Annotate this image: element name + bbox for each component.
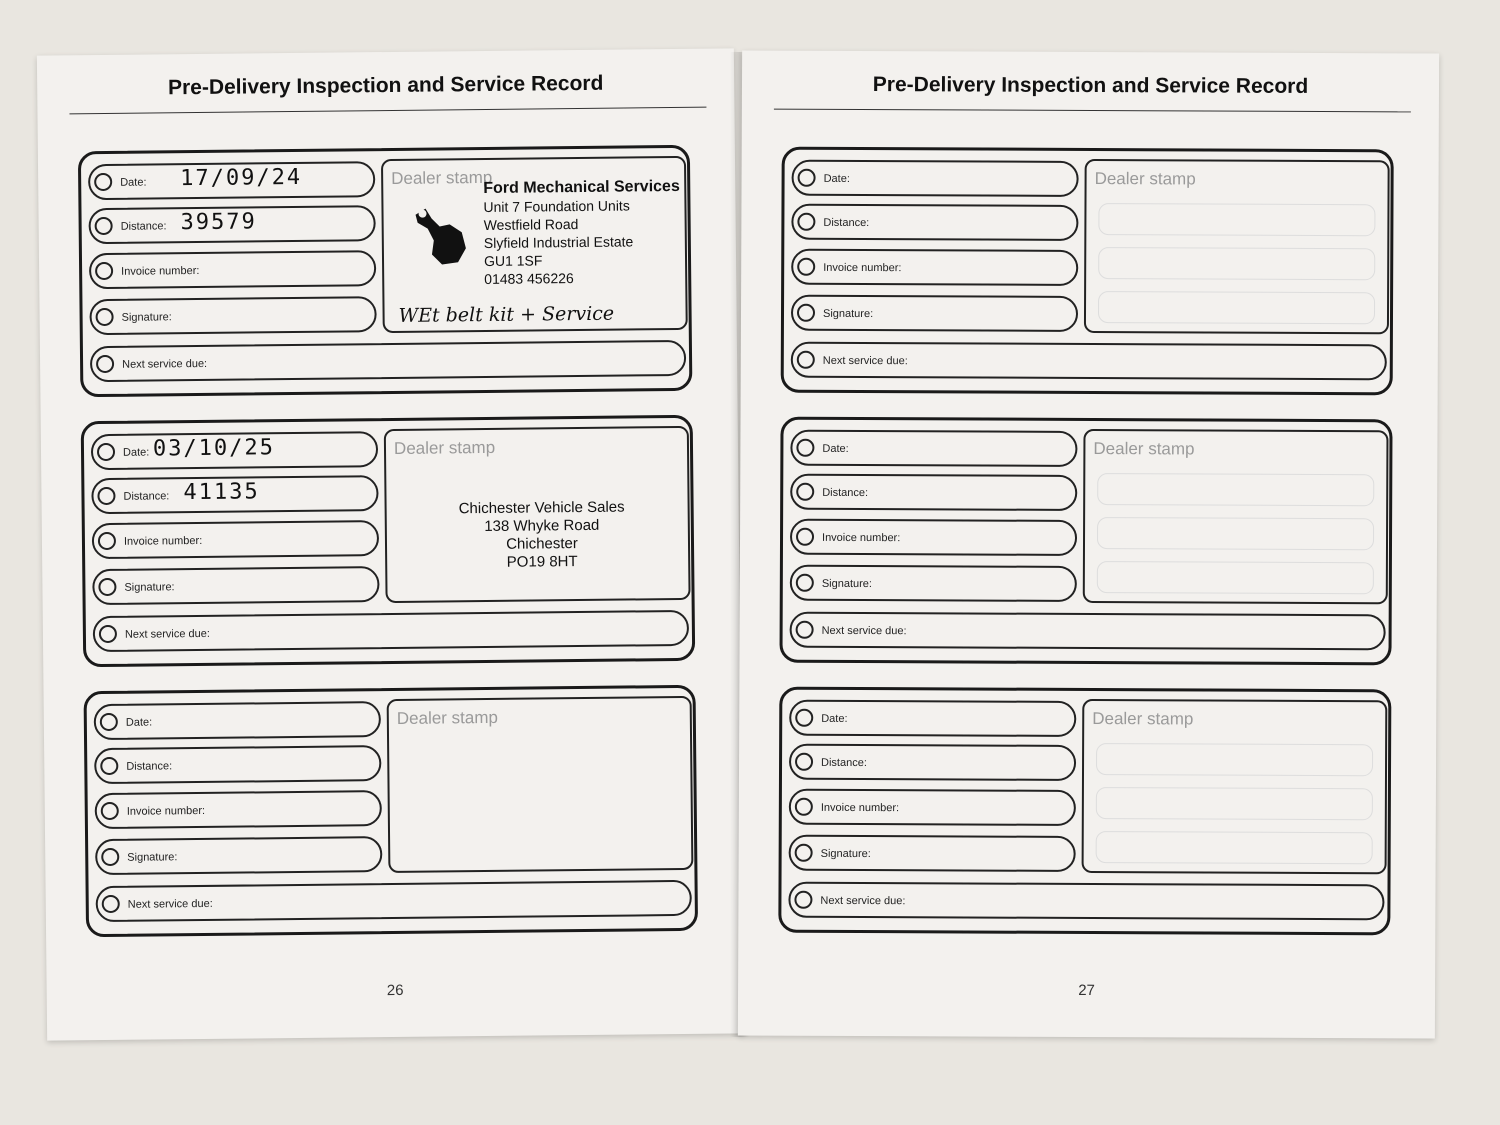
checkbox-circle[interactable] (102, 895, 120, 913)
invoice-field[interactable] (89, 250, 376, 289)
checkbox-circle[interactable] (796, 528, 814, 546)
dealer-postcode: PO19 8HT (506, 553, 578, 571)
invoice-label: Invoice number: (820, 801, 900, 815)
dealer-stamp-box (1084, 159, 1390, 334)
next-service-label: Next service due: (820, 894, 906, 908)
distance-field[interactable] (789, 744, 1076, 781)
dealer-address-line: 138 Whyke Road (484, 516, 600, 536)
date-field[interactable] (91, 431, 378, 470)
distance-value: 41135 (183, 479, 260, 506)
invoice-label: Invoice number: (123, 534, 203, 548)
dealer-stamp-box (387, 696, 694, 873)
page-number: 26 (386, 981, 404, 1000)
page-27 (738, 50, 1439, 1038)
invoice-label: Invoice number: (121, 264, 200, 278)
signature-label: Signature: (124, 581, 175, 594)
checkbox-circle[interactable] (796, 621, 814, 639)
distance-label: Distance: (823, 216, 870, 230)
checkbox-circle[interactable] (101, 848, 119, 866)
distance-label: Distance: (822, 486, 869, 500)
date-field[interactable] (790, 430, 1077, 467)
service-booklet (42, 52, 1442, 1042)
distance-label: Distance: (123, 490, 170, 503)
date-value: 17/09/24 (180, 164, 303, 192)
checkbox-circle[interactable] (98, 532, 116, 550)
date-field[interactable] (88, 161, 375, 200)
checkbox-circle[interactable] (96, 355, 114, 373)
checkbox-circle[interactable] (795, 844, 813, 862)
checkbox-circle[interactable] (797, 351, 815, 369)
stamp-guide-lines (1087, 161, 1388, 162)
title-rule (69, 107, 706, 115)
stamp-guide-lines (1085, 431, 1386, 432)
next-service-field[interactable] (790, 612, 1386, 651)
distance-field[interactable] (88, 205, 375, 244)
dealer-stamp-box (1083, 429, 1389, 604)
date-label: Date: (125, 716, 153, 729)
signature-label: Signature: (822, 307, 874, 321)
signature-field[interactable] (790, 565, 1077, 602)
checkbox-circle[interactable] (98, 578, 116, 596)
checkbox-circle[interactable] (94, 173, 112, 191)
next-service-field[interactable] (93, 610, 689, 652)
next-service-label: Next service due: (124, 627, 210, 641)
date-field[interactable] (94, 701, 381, 740)
date-label: Date: (823, 172, 850, 185)
page-number: 27 (1078, 981, 1095, 1000)
signature-field[interactable] (95, 836, 382, 875)
distance-field[interactable] (790, 474, 1077, 511)
checkbox-circle[interactable] (797, 258, 815, 276)
dealer-stamp-box (384, 426, 691, 603)
checkbox-circle[interactable] (796, 483, 814, 501)
next-service-label: Next service due: (122, 357, 208, 371)
page-26 (37, 48, 744, 1040)
distance-value: 39579 (180, 209, 257, 236)
dealer-address-line: Chichester (506, 535, 578, 553)
date-field[interactable] (789, 700, 1076, 737)
dealer-address-line: Unit 7 Foundation Units (483, 197, 630, 216)
service-record-6 (778, 687, 1391, 936)
invoice-field[interactable] (791, 249, 1078, 286)
dealer-stamp-chichester (417, 498, 668, 573)
date-field[interactable] (792, 160, 1079, 197)
service-record-3 (84, 685, 699, 937)
distance-label: Distance: (821, 756, 867, 770)
checkbox-circle[interactable] (95, 217, 113, 235)
checkbox-circle[interactable] (797, 213, 815, 231)
dealer-stamp-label: Dealer stamp (1093, 439, 1195, 459)
checkbox-circle[interactable] (796, 574, 814, 592)
checkbox-circle[interactable] (97, 487, 115, 505)
dealer-stamp-label: Dealer stamp (393, 437, 496, 458)
date-label: Date: (821, 712, 848, 725)
checkbox-circle[interactable] (795, 798, 813, 816)
dealer-stamp-label: Dealer stamp (1094, 169, 1196, 189)
dealer-stamp-box (1082, 699, 1388, 874)
dealer-stamp-label: Dealer stamp (396, 707, 499, 728)
dealer-stamp-box (381, 156, 688, 333)
service-record-2 (81, 415, 696, 667)
distance-label: Distance: (126, 760, 173, 773)
next-service-field[interactable] (90, 340, 686, 382)
next-service-field[interactable] (788, 882, 1384, 921)
checkbox-circle[interactable] (798, 169, 816, 187)
service-record-5 (779, 417, 1392, 666)
signature-field[interactable] (89, 296, 376, 335)
signature-label: Signature: (820, 847, 871, 861)
title-rule (774, 109, 1411, 113)
dealer-stamp-ford (483, 178, 681, 288)
dealer-phone: 01483 456226 (484, 270, 574, 288)
checkbox-circle[interactable] (100, 713, 118, 731)
next-service-label: Next service due: (822, 354, 908, 368)
service-record-4 (781, 147, 1394, 396)
distance-label: Distance: (120, 220, 167, 233)
dealer-name: Chichester Vehicle Sales (458, 498, 625, 518)
checkbox-circle[interactable] (795, 753, 813, 771)
checkbox-circle[interactable] (96, 308, 114, 326)
checkbox-circle[interactable] (95, 262, 113, 280)
next-service-label: Next service due: (127, 897, 213, 911)
next-service-field[interactable] (96, 880, 692, 922)
checkbox-circle[interactable] (100, 757, 118, 775)
distance-field[interactable] (91, 475, 378, 514)
invoice-field[interactable] (95, 790, 382, 829)
distance-field[interactable] (94, 745, 381, 784)
page-title: Pre-Delivery Inspection and Service Record (167, 71, 604, 100)
invoice-field[interactable] (789, 789, 1076, 826)
checkbox-circle[interactable] (797, 304, 815, 322)
signature-label: Signature: (821, 577, 873, 591)
signature-label: Signature: (127, 851, 178, 864)
invoice-label: Invoice number: (822, 531, 901, 545)
signature-label: Signature: (121, 311, 172, 324)
invoice-field[interactable] (92, 520, 379, 559)
dealer-stamp-label: Dealer stamp (391, 167, 493, 188)
checkbox-circle[interactable] (99, 625, 117, 643)
date-label: Date: (822, 442, 849, 455)
checkbox-circle[interactable] (796, 439, 814, 457)
dealer-address-line: Westfield Road (483, 216, 579, 234)
service-record-1 (78, 145, 693, 397)
page-title: Pre-Delivery Inspection and Service Record (872, 73, 1309, 98)
invoice-label: Invoice number: (126, 804, 206, 818)
checkbox-circle[interactable] (794, 891, 812, 909)
date-label: Date: (120, 176, 147, 189)
next-service-label: Next service due: (821, 624, 907, 638)
handwritten-note: WEt belt kit + Service (398, 302, 615, 327)
dealer-name: Ford Mechanical Services (483, 177, 680, 198)
dealer-address-line: Slyfield Industrial Estate (483, 233, 634, 252)
next-service-field[interactable] (791, 342, 1387, 381)
date-label: Date: (122, 446, 150, 459)
checkbox-circle[interactable] (101, 802, 119, 820)
dealer-stamp-label: Dealer stamp (1092, 709, 1194, 729)
invoice-field[interactable] (790, 519, 1077, 556)
checkbox-circle[interactable] (97, 443, 115, 461)
signature-field[interactable] (791, 295, 1078, 332)
stamp-guide-lines (1084, 701, 1385, 702)
dealer-postcode: GU1 1SF (483, 252, 543, 270)
invoice-label: Invoice number: (823, 261, 902, 275)
distance-field[interactable] (791, 204, 1078, 241)
signature-field[interactable] (789, 835, 1076, 872)
checkbox-circle[interactable] (795, 709, 813, 727)
signature-field[interactable] (92, 566, 379, 605)
wrench-hand-icon (409, 204, 474, 269)
date-value: 03/10/25 (152, 435, 276, 462)
